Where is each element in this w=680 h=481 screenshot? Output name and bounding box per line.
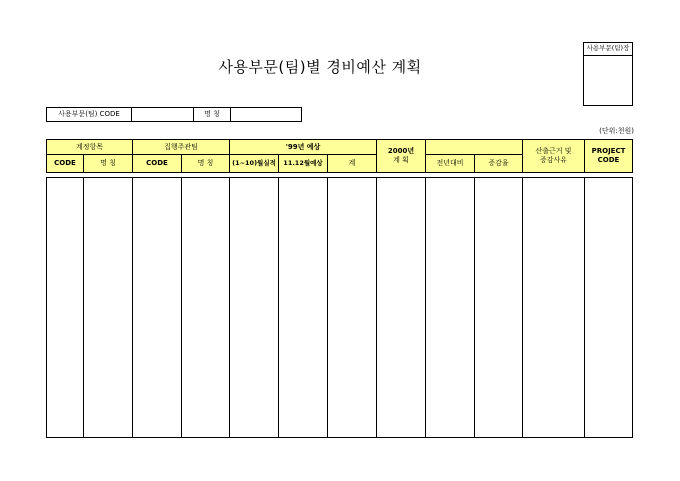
column-divider bbox=[425, 177, 426, 438]
header-project-code bbox=[584, 139, 633, 173]
page-title: 사용부문(팀)별 경비예산 계획 bbox=[218, 58, 422, 76]
column-divider bbox=[376, 177, 377, 438]
column-divider bbox=[181, 177, 182, 438]
column-divider bbox=[229, 177, 230, 438]
header-99-total: 계 bbox=[327, 154, 377, 173]
approval-box-label: 사용부문(팀)장 bbox=[583, 42, 633, 56]
name-label: 명 칭 bbox=[193, 107, 231, 122]
column-divider bbox=[327, 177, 328, 438]
header-account-item: 계정항목 bbox=[46, 139, 133, 155]
header-basis-line1: 산출근거 및 bbox=[535, 147, 572, 155]
header-exec-name: 명 칭 bbox=[181, 154, 230, 173]
header-account-name: 명 칭 bbox=[83, 154, 133, 173]
header-account-code: CODE bbox=[46, 154, 84, 173]
header-blank-group bbox=[425, 139, 523, 155]
header-99-actual: (1~10)월실적 bbox=[229, 154, 279, 173]
header-project-line1: PROJECT bbox=[591, 147, 626, 155]
table-body[interactable] bbox=[46, 177, 633, 438]
header-99-forecast: 11.12월예상 bbox=[278, 154, 328, 173]
header-change-rate: 증감율 bbox=[474, 154, 523, 173]
header-99-budget: '99년 예상 bbox=[229, 139, 377, 155]
column-divider bbox=[584, 177, 585, 438]
header-basis bbox=[522, 139, 585, 173]
header-exec-team: 집행주관팀 bbox=[132, 139, 230, 155]
header-yoy: 전년대비 bbox=[425, 154, 475, 173]
header-2000-plan-line1: 2000년 bbox=[387, 147, 415, 155]
header-project-line2: CODE bbox=[597, 156, 620, 164]
name-field[interactable] bbox=[230, 107, 302, 122]
column-divider bbox=[278, 177, 279, 438]
column-divider bbox=[474, 177, 475, 438]
dept-code-field[interactable] bbox=[131, 107, 194, 122]
header-exec-code: CODE bbox=[132, 154, 182, 173]
header-2000-plan bbox=[376, 139, 426, 173]
header-basis-line2: 증감사유 bbox=[539, 156, 568, 164]
column-divider bbox=[522, 177, 523, 438]
unit-note: (단위:천원) bbox=[599, 127, 634, 135]
column-divider bbox=[132, 177, 133, 438]
dept-code-label: 사용부문(팀) CODE bbox=[46, 107, 132, 122]
column-divider bbox=[83, 177, 84, 438]
header-2000-plan-line2: 계 획 bbox=[393, 156, 409, 164]
